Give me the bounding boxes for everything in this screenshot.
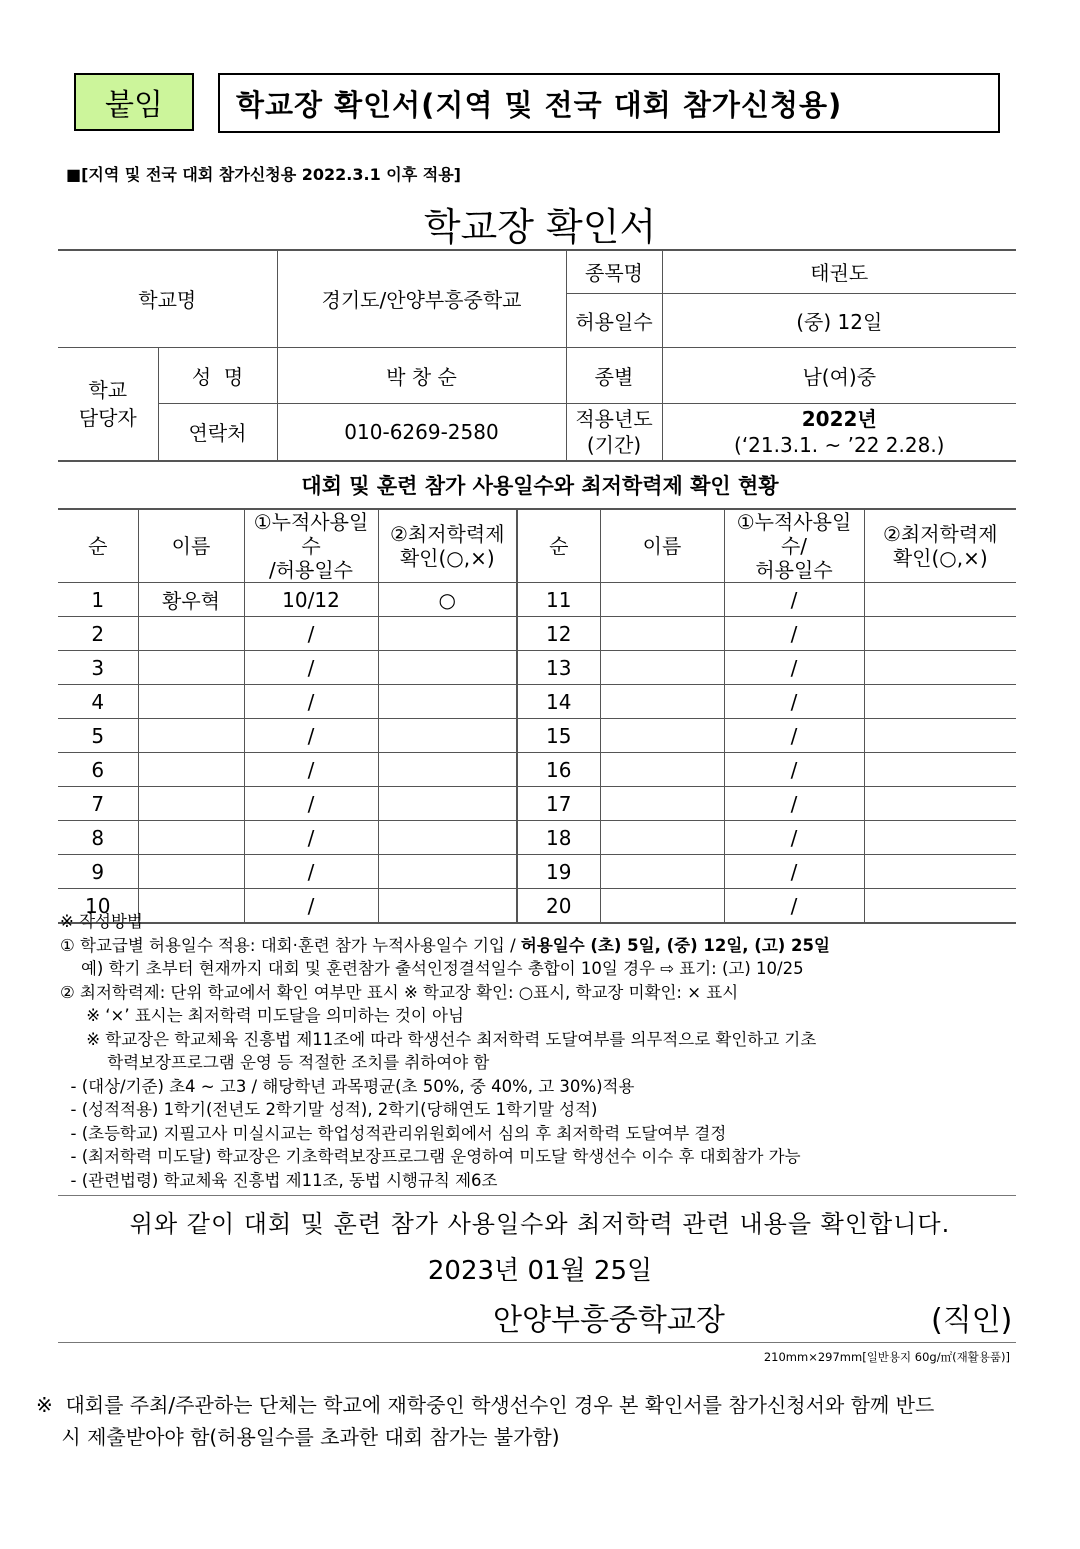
row-number: 5 bbox=[58, 719, 138, 753]
attachment-tag bbox=[74, 73, 194, 131]
used-days: / bbox=[244, 753, 378, 787]
student-name bbox=[600, 685, 724, 719]
row-number: 13 bbox=[517, 651, 600, 685]
min-academic-check bbox=[378, 787, 517, 821]
student-name bbox=[138, 787, 244, 821]
student-name bbox=[600, 753, 724, 787]
min-academic-check bbox=[864, 719, 1016, 753]
min-academic-check bbox=[864, 583, 1016, 617]
student-name bbox=[138, 617, 244, 651]
table-row bbox=[58, 719, 1016, 753]
detail-4: - (최저학력 미도달) 학교장은 기초학력보장프로그램 운영하여 미도달 학생선수 이수 후 대회참가 가능 bbox=[60, 1147, 801, 1166]
student-name bbox=[138, 719, 244, 753]
row-number: 16 bbox=[517, 753, 600, 787]
student-name bbox=[138, 855, 244, 889]
min-academic-check bbox=[864, 787, 1016, 821]
used-days: / bbox=[724, 753, 864, 787]
used-days: / bbox=[244, 617, 378, 651]
used-days: / bbox=[244, 719, 378, 753]
col-header: ①누적사용일수/ 허용일수 bbox=[724, 509, 864, 583]
student-name bbox=[600, 787, 724, 821]
min-academic-check bbox=[864, 617, 1016, 651]
col-header: 이름 bbox=[138, 509, 244, 583]
min-academic-check bbox=[378, 753, 517, 787]
min-academic-check bbox=[378, 617, 517, 651]
student-name bbox=[138, 685, 244, 719]
used-days: / bbox=[724, 583, 864, 617]
note-1-example: 예) 학기 초부터 현재까지 대회 및 훈련참가 출석인정결석일수 총합이 10일 경우 ⇨ 표기: (고) 10/25 bbox=[60, 959, 804, 978]
used-days: 10/12 bbox=[244, 583, 378, 617]
min-academic-check bbox=[378, 855, 517, 889]
col-header: ②최저학력제 확인(○,×) bbox=[864, 509, 1016, 583]
row-number: 11 bbox=[517, 583, 600, 617]
category-value: 남(여)중 bbox=[662, 347, 1016, 403]
used-days: / bbox=[724, 685, 864, 719]
table-row bbox=[58, 753, 1016, 787]
min-academic-check bbox=[864, 855, 1016, 889]
notes-heading: ※ 작성방법 bbox=[60, 912, 143, 931]
table-row bbox=[58, 583, 1016, 617]
category-label: 종별 bbox=[566, 347, 662, 403]
student-name: 황우혁 bbox=[138, 583, 244, 617]
col-header: 순 bbox=[517, 509, 600, 583]
table-row bbox=[58, 787, 1016, 821]
row-number: 18 bbox=[517, 821, 600, 855]
used-days: / bbox=[724, 889, 864, 924]
row-number: 2 bbox=[58, 617, 138, 651]
note-1 bbox=[60, 934, 1020, 958]
used-days: / bbox=[724, 617, 864, 651]
min-academic-check bbox=[864, 651, 1016, 685]
used-days: / bbox=[724, 719, 864, 753]
table-row bbox=[58, 617, 1016, 651]
attachment-tag-label: 붙임 bbox=[105, 88, 163, 123]
col-header: ②최저학력제 확인(○,×) bbox=[378, 509, 517, 583]
row-number: 4 bbox=[58, 685, 138, 719]
year-cell bbox=[662, 403, 1016, 461]
student-name bbox=[138, 753, 244, 787]
contact-label: 연락처 bbox=[158, 403, 277, 461]
note-2-a: ※ ‘×’ 표시는 최저학력 미도달을 의미하는 것이 아님 bbox=[60, 1006, 464, 1025]
detail-3: - (초등학교) 지필고사 미실시교는 학업성적관리위원회에서 심의 후 최저학력 도달여부 결정 bbox=[60, 1123, 727, 1143]
row-number: 6 bbox=[58, 753, 138, 787]
document-title: 학교장 확인서 bbox=[423, 205, 657, 249]
student-name bbox=[600, 583, 724, 617]
student-name bbox=[138, 651, 244, 685]
row-number: 15 bbox=[517, 719, 600, 753]
table-row bbox=[58, 821, 1016, 855]
min-academic-check bbox=[378, 651, 517, 685]
table-row bbox=[58, 651, 1016, 685]
section-title: 대회 및 훈련 참가 사용일수와 최저학력제 확인 현황 bbox=[301, 474, 779, 498]
form-title: 학교장 확인서(지역 및 전국 대회 참가신청용) bbox=[236, 87, 843, 122]
table-row bbox=[58, 685, 1016, 719]
student-name bbox=[600, 855, 724, 889]
issue-date: 2023년 01월 25일 bbox=[427, 1256, 653, 1286]
footnote: ※ 대회를 주최/주관하는 단체는 학교에 재학중인 학생선수인 경우 본 확인서를 참가신청서와 함께 반드 시 제출받아야 함(허용일수를 초과한 대회 참가는 불가함) bbox=[36, 1393, 935, 1449]
row-number: 9 bbox=[58, 855, 138, 889]
note-2: ② 최저학력제: 단위 학교에서 확인 여부만 표시 ※ 학교장 확인: ○표시, 학교장 미확인: × 표시 bbox=[60, 982, 739, 1002]
sport-label: 종목명 bbox=[566, 250, 662, 293]
detail-2: - (성적적용) 1학기(전년도 2학기말 성적), 2학기(당해연도 1학기말 성적) bbox=[60, 1100, 598, 1119]
min-academic-check bbox=[864, 821, 1016, 855]
note-2-b: ※ 학교장은 학교체육 진흥법 제11조에 따라 학생선수 최저학력 도달여부를 의무적으로 확인하고 기초 bbox=[60, 1029, 817, 1049]
min-academic-check bbox=[378, 685, 517, 719]
detail-5: - (관련법령) 학교체육 진흥법 제11조, 동법 시행규칙 제6조 bbox=[60, 1170, 498, 1190]
form-title-box bbox=[218, 73, 1000, 133]
note-1-text: ① 학교급별 허용일수 적용: 대회·훈련 참가 누적사용일수 기입 / bbox=[60, 935, 521, 955]
row-number: 20 bbox=[517, 889, 600, 924]
confirmation-statement: 위와 같이 대회 및 훈련 참가 사용일수와 최저학력 관련 내용을 확인합니다. bbox=[129, 1210, 951, 1238]
row-number: 14 bbox=[517, 685, 600, 719]
used-days: / bbox=[244, 889, 378, 924]
col-header: 이름 bbox=[600, 509, 724, 583]
sport-value: 태권도 bbox=[662, 250, 1016, 293]
allowed-days-label: 허용일수 bbox=[566, 293, 662, 347]
min-academic-check bbox=[864, 753, 1016, 787]
name-label: 성 명 bbox=[158, 347, 277, 403]
used-days: / bbox=[724, 651, 864, 685]
school-label: 학교명 bbox=[58, 250, 277, 347]
min-academic-check bbox=[864, 685, 1016, 719]
table-row bbox=[58, 855, 1016, 889]
note-2-c: 학력보장프로그램 운영 등 적절한 조치를 취하여야 함 bbox=[60, 1053, 490, 1072]
info-table bbox=[58, 249, 1016, 462]
student-name bbox=[600, 821, 724, 855]
used-days: / bbox=[724, 855, 864, 889]
row-number: 17 bbox=[517, 787, 600, 821]
year-label: 적용년도 (기간) bbox=[566, 403, 662, 461]
col-header: 순 bbox=[58, 509, 138, 583]
row-number: 19 bbox=[517, 855, 600, 889]
row-number: 10 bbox=[58, 889, 138, 924]
student-name bbox=[138, 821, 244, 855]
paper-spec: 210mm×297mm[일반용지 60g/㎡(재활용품)] bbox=[763, 1350, 1010, 1364]
contact-value: 010-6269-2580 bbox=[277, 403, 566, 461]
principal-name: 안양부흥중학교장 bbox=[493, 1303, 725, 1338]
row-number: 3 bbox=[58, 651, 138, 685]
used-days: / bbox=[244, 855, 378, 889]
student-name bbox=[600, 617, 724, 651]
student-name bbox=[600, 651, 724, 685]
min-academic-check bbox=[378, 719, 517, 753]
name-value: 박 창 순 bbox=[277, 347, 566, 403]
school-value: 경기도/안양부흥중학교 bbox=[277, 250, 566, 347]
min-academic-check: ○ bbox=[378, 583, 517, 617]
used-days: / bbox=[724, 821, 864, 855]
note-1-allowed: 허용일수 (초) 5일, (중) 12일, (고) 25일 bbox=[520, 935, 830, 955]
official-seal-label: (직인) bbox=[931, 1303, 1013, 1338]
row-number: 8 bbox=[58, 821, 138, 855]
used-days: / bbox=[244, 821, 378, 855]
used-days: / bbox=[244, 651, 378, 685]
divider bbox=[58, 1195, 1016, 1196]
used-days: / bbox=[244, 685, 378, 719]
min-academic-check bbox=[378, 821, 517, 855]
detail-1: - (대상/기준) 초4 ~ 고3 / 해당학년 과목평균(초 50%, 중 40%, 고 30%)적용 bbox=[60, 1076, 635, 1096]
manager-label: 학교 담당자 bbox=[58, 347, 158, 461]
notes bbox=[60, 910, 1020, 1192]
col-header: ①누적사용일수 /허용일수 bbox=[244, 509, 378, 583]
divider bbox=[58, 1342, 1016, 1343]
row-number: 12 bbox=[517, 617, 600, 651]
year-value: 2022년 bbox=[801, 406, 877, 431]
used-days: / bbox=[244, 787, 378, 821]
allowed-days-value: (중) 12일 bbox=[662, 293, 1016, 347]
row-number: 1 bbox=[58, 583, 138, 617]
used-days: / bbox=[724, 787, 864, 821]
student-name bbox=[600, 719, 724, 753]
year-period: (‘21.3.1. ~ ’22 2.28.) bbox=[734, 432, 945, 457]
subheading: ■[지역 및 전국 대회 참가신청용 2022.3.1 이후 적용] bbox=[66, 165, 461, 184]
status-table bbox=[58, 508, 1016, 924]
row-number: 7 bbox=[58, 787, 138, 821]
